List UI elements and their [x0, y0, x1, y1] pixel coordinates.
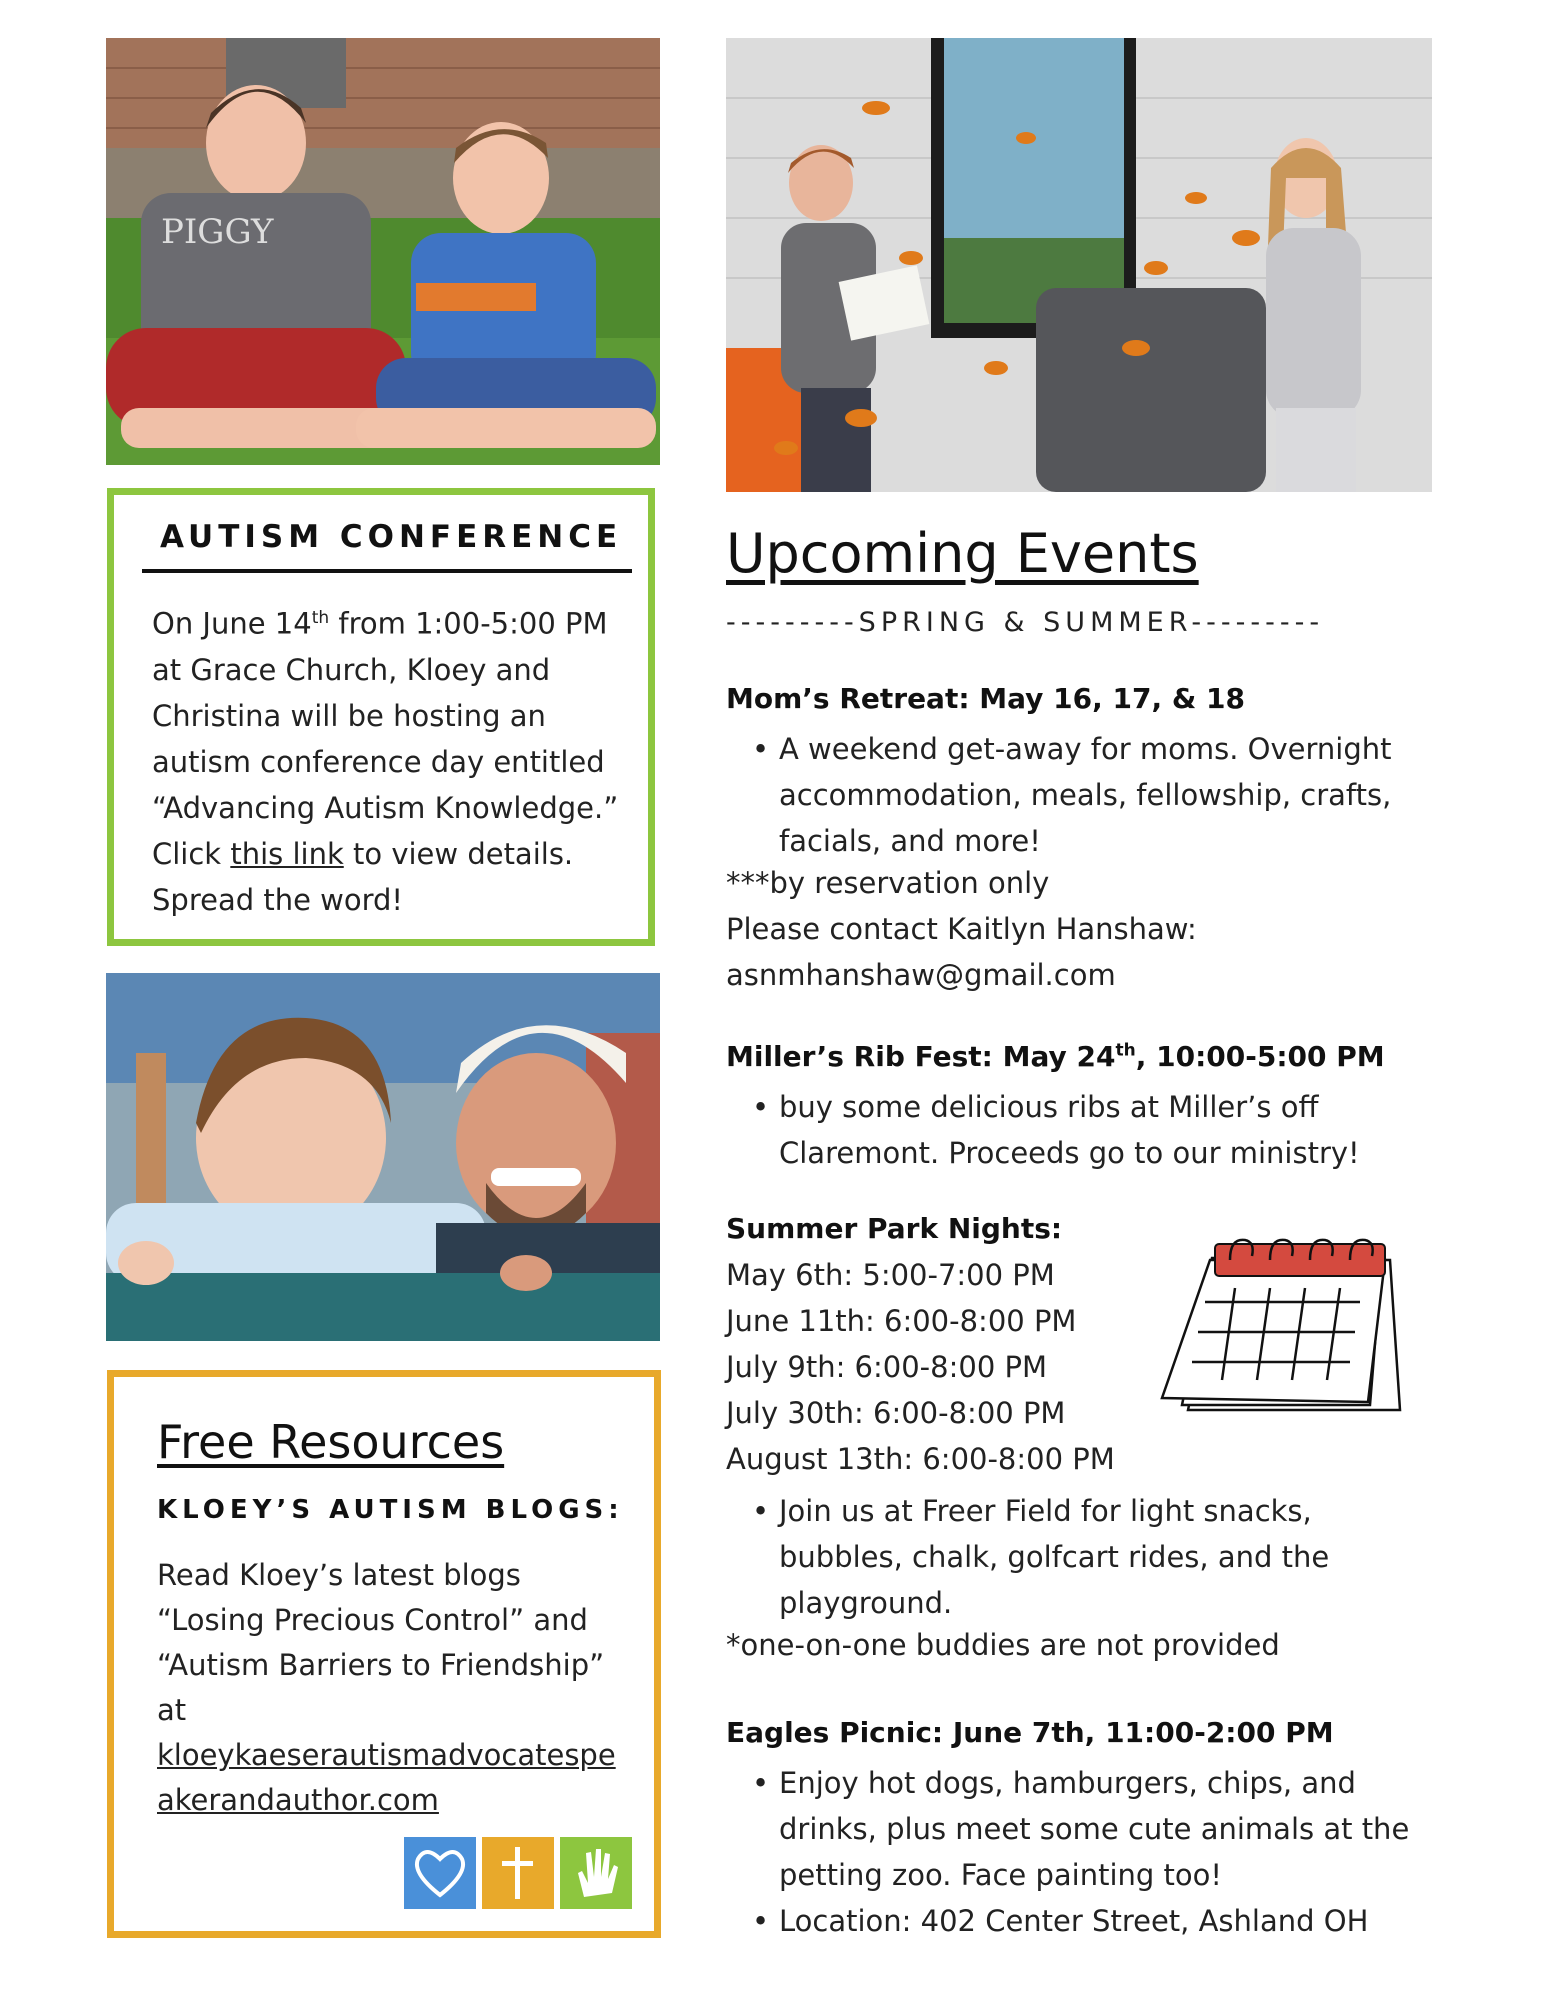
contact-line: Please contact Kaitlyn Hanshaw:: [726, 912, 1197, 946]
free-resources-card: [107, 1370, 661, 1938]
conference-title-underline: [142, 569, 632, 573]
conference-description: On June 14th from 1:00-5:00 PM at Grace Church, Kloey and Christina will be hosting an autism conference day entitled “Advancing Autism Knowledge.” Click this link to view details. Spread the word!: [152, 606, 619, 917]
photo-boys-snow-cones: [106, 38, 660, 465]
park-nights-bullet: • Join us at Freer Field for light snacks, bubbles, chalk, golfcart rides, and the playground.: [752, 1488, 1352, 1626]
calendar-icon: [1160, 1230, 1405, 1415]
moms-retreat-heading: Mom’s Retreat: May 16, 17, & 18: [726, 682, 1246, 715]
heart-icon: [404, 1837, 476, 1909]
reservation-note: ***by reservation only: [726, 866, 1050, 900]
upcoming-events-title: Upcoming Events: [726, 522, 1199, 585]
park-date: July 9th: 6:00-8:00 PM: [726, 1350, 1047, 1384]
buddies-note: *one-on-one buddies are not provided: [726, 1628, 1280, 1662]
resources-subtitle: KLOEY’S AUTISM BLOGS:: [157, 1495, 624, 1525]
contact-email: asnmhanshaw@gmail.com: [726, 958, 1116, 992]
cross-icon: [482, 1837, 554, 1909]
park-date: July 30th: 6:00-8:00 PM: [726, 1396, 1066, 1430]
resources-description: Read Kloey’s latest blogs “Losing Precious Control” and “Autism Barriers to Friendship” at kloeykaeserautismadvocatespeakerandauthor.com: [157, 1558, 616, 1817]
photo-leaves-reading: [726, 38, 1432, 492]
svg-text:PIGGY: PIGGY: [161, 212, 274, 252]
eagles-picnic-heading: Eagles Picnic: June 7th, 11:00-2:00 PM: [726, 1716, 1334, 1749]
park-date: May 6th: 5:00-7:00 PM: [726, 1258, 1055, 1292]
rib-fest-heading: Miller’s Rib Fest: May 24th, 10:00-5:00 PM: [726, 1040, 1385, 1073]
resources-title: Free Resources: [157, 1415, 505, 1469]
blog-site-link[interactable]: kloeykaeserautismadvocatespeakerandauthor.com: [157, 1738, 616, 1817]
ministry-logo: [404, 1837, 632, 1909]
moms-retreat-bullet: • A weekend get-away for moms. Overnight accommodation, meals, fellowship, crafts, facials, and more!: [752, 726, 1442, 864]
photo-boy-and-mentor: [106, 973, 660, 1341]
hand-icon: [560, 1837, 632, 1909]
autism-conference-card: [107, 488, 655, 946]
events-season-subtitle: ---------SPRING & SUMMER---------: [726, 607, 1325, 638]
park-nights-heading: Summer Park Nights:: [726, 1212, 1063, 1245]
picnic-bullet-food: • Enjoy hot dogs, hamburgers, chips, and drinks, plus meet some cute animals at the petting zoo. Face painting too!: [752, 1760, 1442, 1898]
conference-details-link[interactable]: this link: [230, 836, 344, 871]
picnic-bullet-location: • Location: 402 Center Street, Ashland OH: [752, 1898, 1442, 1944]
conference-title: AUTISM CONFERENCE: [160, 519, 623, 555]
park-date: June 11th: 6:00-8:00 PM: [726, 1304, 1077, 1338]
rib-fest-bullet: • buy some delicious ribs at Miller’s off Claremont. Proceeds go to our ministry!: [752, 1084, 1442, 1176]
park-date: August 13th: 6:00-8:00 PM: [726, 1442, 1115, 1476]
